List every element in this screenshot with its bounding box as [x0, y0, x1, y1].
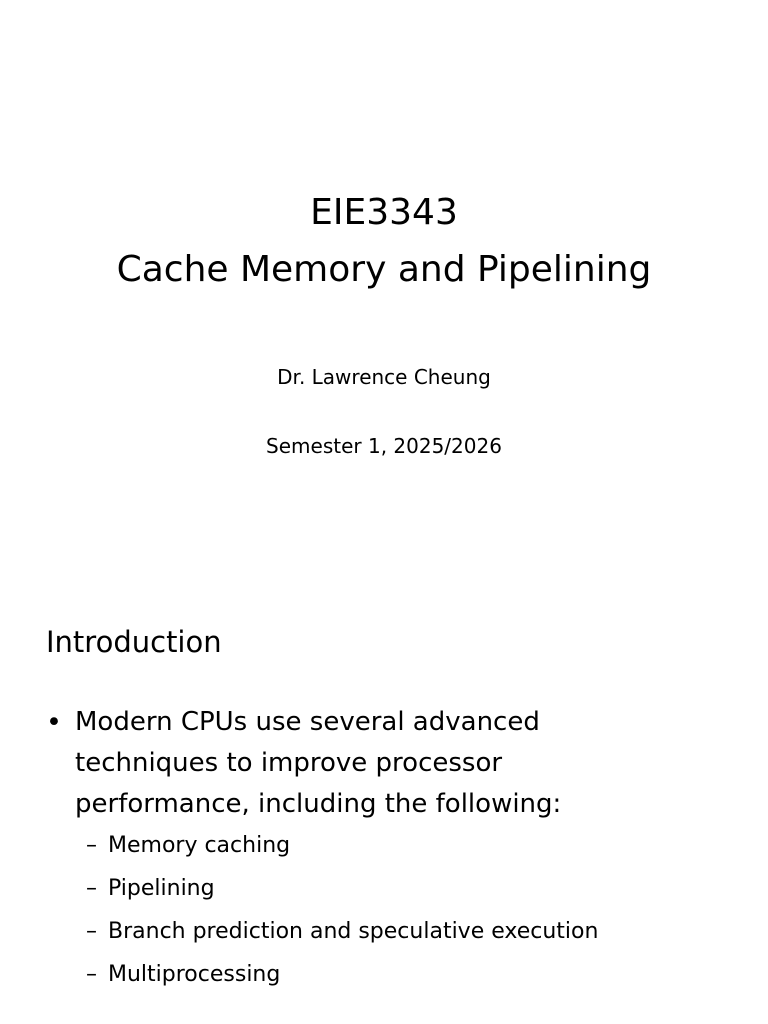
course-title: Cache Memory and Pipelining — [116, 249, 652, 290]
dash-marker: – — [86, 962, 97, 987]
bullet-marker: • — [46, 707, 62, 738]
list-item — [86, 960, 726, 1003]
course-code: EIE3343 — [310, 192, 458, 233]
introduction-slide — [0, 576, 768, 1024]
list-item — [86, 874, 726, 917]
dash-marker: – — [86, 833, 97, 858]
list-item-text: Branch prediction and speculative execution — [108, 919, 599, 944]
list-item-text: Memory caching — [108, 833, 291, 858]
bullet-text: Modern CPUs use several advanced techniques to improve processor performance, including the following: — [75, 707, 562, 819]
list-item-text: Multiprocessing — [108, 962, 281, 987]
dash-marker: – — [86, 876, 97, 901]
technique-list — [86, 831, 726, 1003]
list-item-text: Pipelining — [108, 876, 215, 901]
list-item — [86, 917, 726, 960]
dash-marker: – — [86, 919, 97, 944]
semester-label: Semester 1, 2025/2026 — [266, 434, 502, 458]
list-item — [86, 831, 726, 874]
section-heading: Introduction — [46, 625, 222, 659]
lecturer-name: Dr. Lawrence Cheung — [277, 365, 491, 389]
